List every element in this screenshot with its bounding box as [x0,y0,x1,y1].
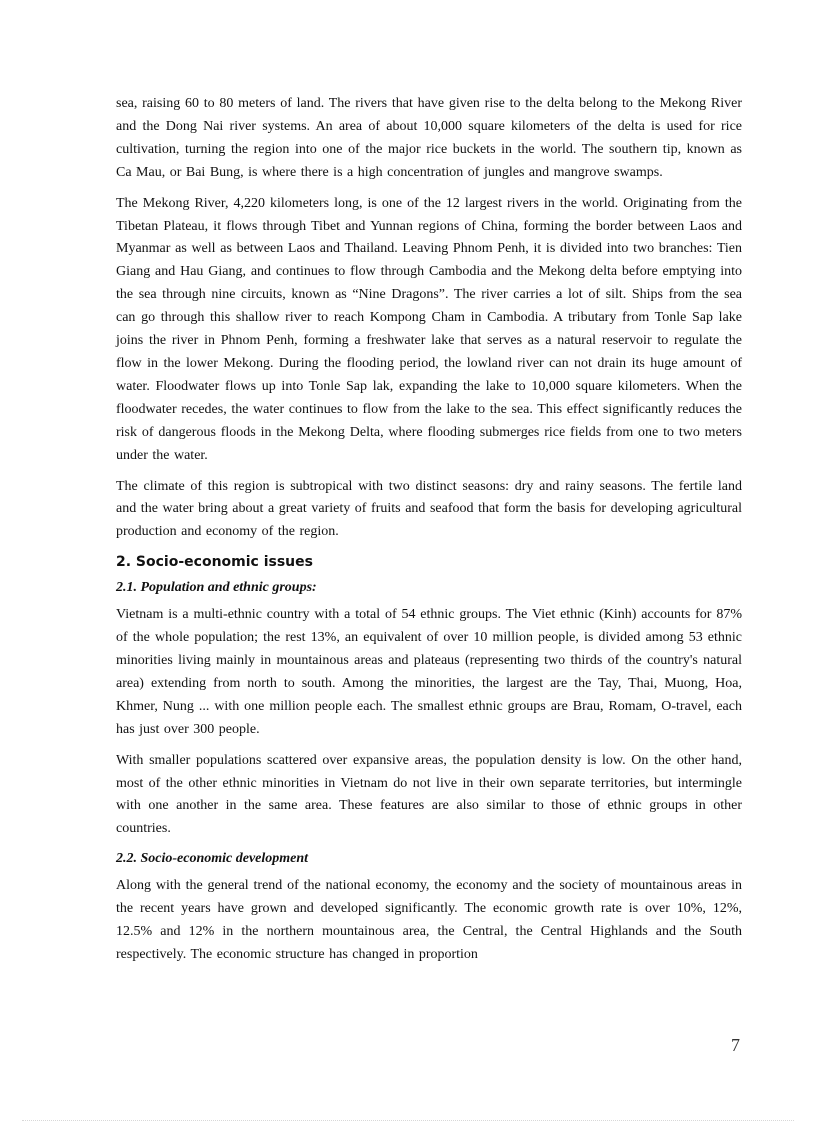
document-page [116,93,742,975]
subsection-heading-population: 2.1. Population and ethnic groups: [116,580,317,596]
paragraph-delta-overview: sea, raising 60 to 80 meters of land. The rivers that have given rise to the delta belong to the Mekong River and the Dong Nai river systems. An area of about 10,000 square kilometers of the delta is used for rice cultivation, turning the region into one of the major rice buckets in the world. The southern tip, known as Ca Mau, or Bai Bung, is where there is a high concentration of jungles and mangrove swamps. [116,96,742,180]
paragraph-population-density: With smaller populations scattered over expansive areas, the population density is low. On the other hand, most of the other ethnic minorities in Vietnam do not live in their own separate territories, but intermingle with one another in the same area. These features are also similar to those of ethnic groups in other countries. [116,752,742,837]
page-number: 7 [731,1035,740,1055]
paragraph-mekong-river: The Mekong River, 4,220 kilometers long, is one of the 12 largest rivers in the world. Originating from the Tibetan Plateau, it flows through Tibet and Yunnan regions of China, forming the border between Laos and Myanmar as well as between Laos and Thailand. Leaving Phnom Penh, it is divided into two branches: Tien Giang and Hau Giang, and continues to flow through Cambodia and the Mekong delta before emptying into the sea through nine circuits, known as “Nine Dragons”. The river carries a lot of silt. Ships from the sea can go through this shallow river to reach Kompong Cham in Cambodia. A tributary from Tonle Sap lake joins the river in Phnom Penh, forming a freshwater lake that serves as a natural reservoir to regulate the flow in the lower Mekong. During the flooding period, the lowland river can not drain its huge amount of water. Floodwater flows up into Tonle Sap lak, expanding the lake to 10,000 square kilometers. When the floodwater recedes, the water continues to flow from the lake to the sea. This effect significantly reduces the risk of dangerous floods in the Mekong Delta, where flooding submerges rice fields from one to two meters under the water. [116,195,742,463]
subsection-heading-development: 2.2. Socio-economic development [116,851,309,867]
paragraph-climate: The climate of this region is subtropical with two distinct seasons: dry and rainy seasons. The fertile land and the water bring about a great variety of fruits and seafood that form the basis for developing agricultural production and economy of the region. [116,478,742,540]
paragraph-economic-growth: Along with the general trend of the national economy, the economy and the society of mountainous areas in the recent years have grown and developed significantly. The economic growth rate is over 10%, 12%, 12.5% and 12% in the northern mountainous area, the Central, the Central Highlands and the South respectively. The economic structure has changed in proportion [116,878,742,962]
section-heading-socio-economic: 2. Socio-economic issues [116,554,313,571]
page-bottom-divider [22,1120,794,1121]
paragraph-ethnic-groups: Vietnam is a multi-ethnic country with a total of 54 ethnic groups. The Viet ethnic (Kinh) accounts for 87% of the whole population; the rest 13%, an equivalent of over 10 million people, is divided among 53 ethnic minorities living mainly in mountainous areas and plateaus (representing two thirds of the country's natural area) extending from north to south. Among the minorities, the largest are the Tay, Thai, Muong, Hoa, Khmer, Nung ... with one million people each. The smallest ethnic groups are Brau, Romam, O-travel, each has just over 300 people. [116,607,742,737]
